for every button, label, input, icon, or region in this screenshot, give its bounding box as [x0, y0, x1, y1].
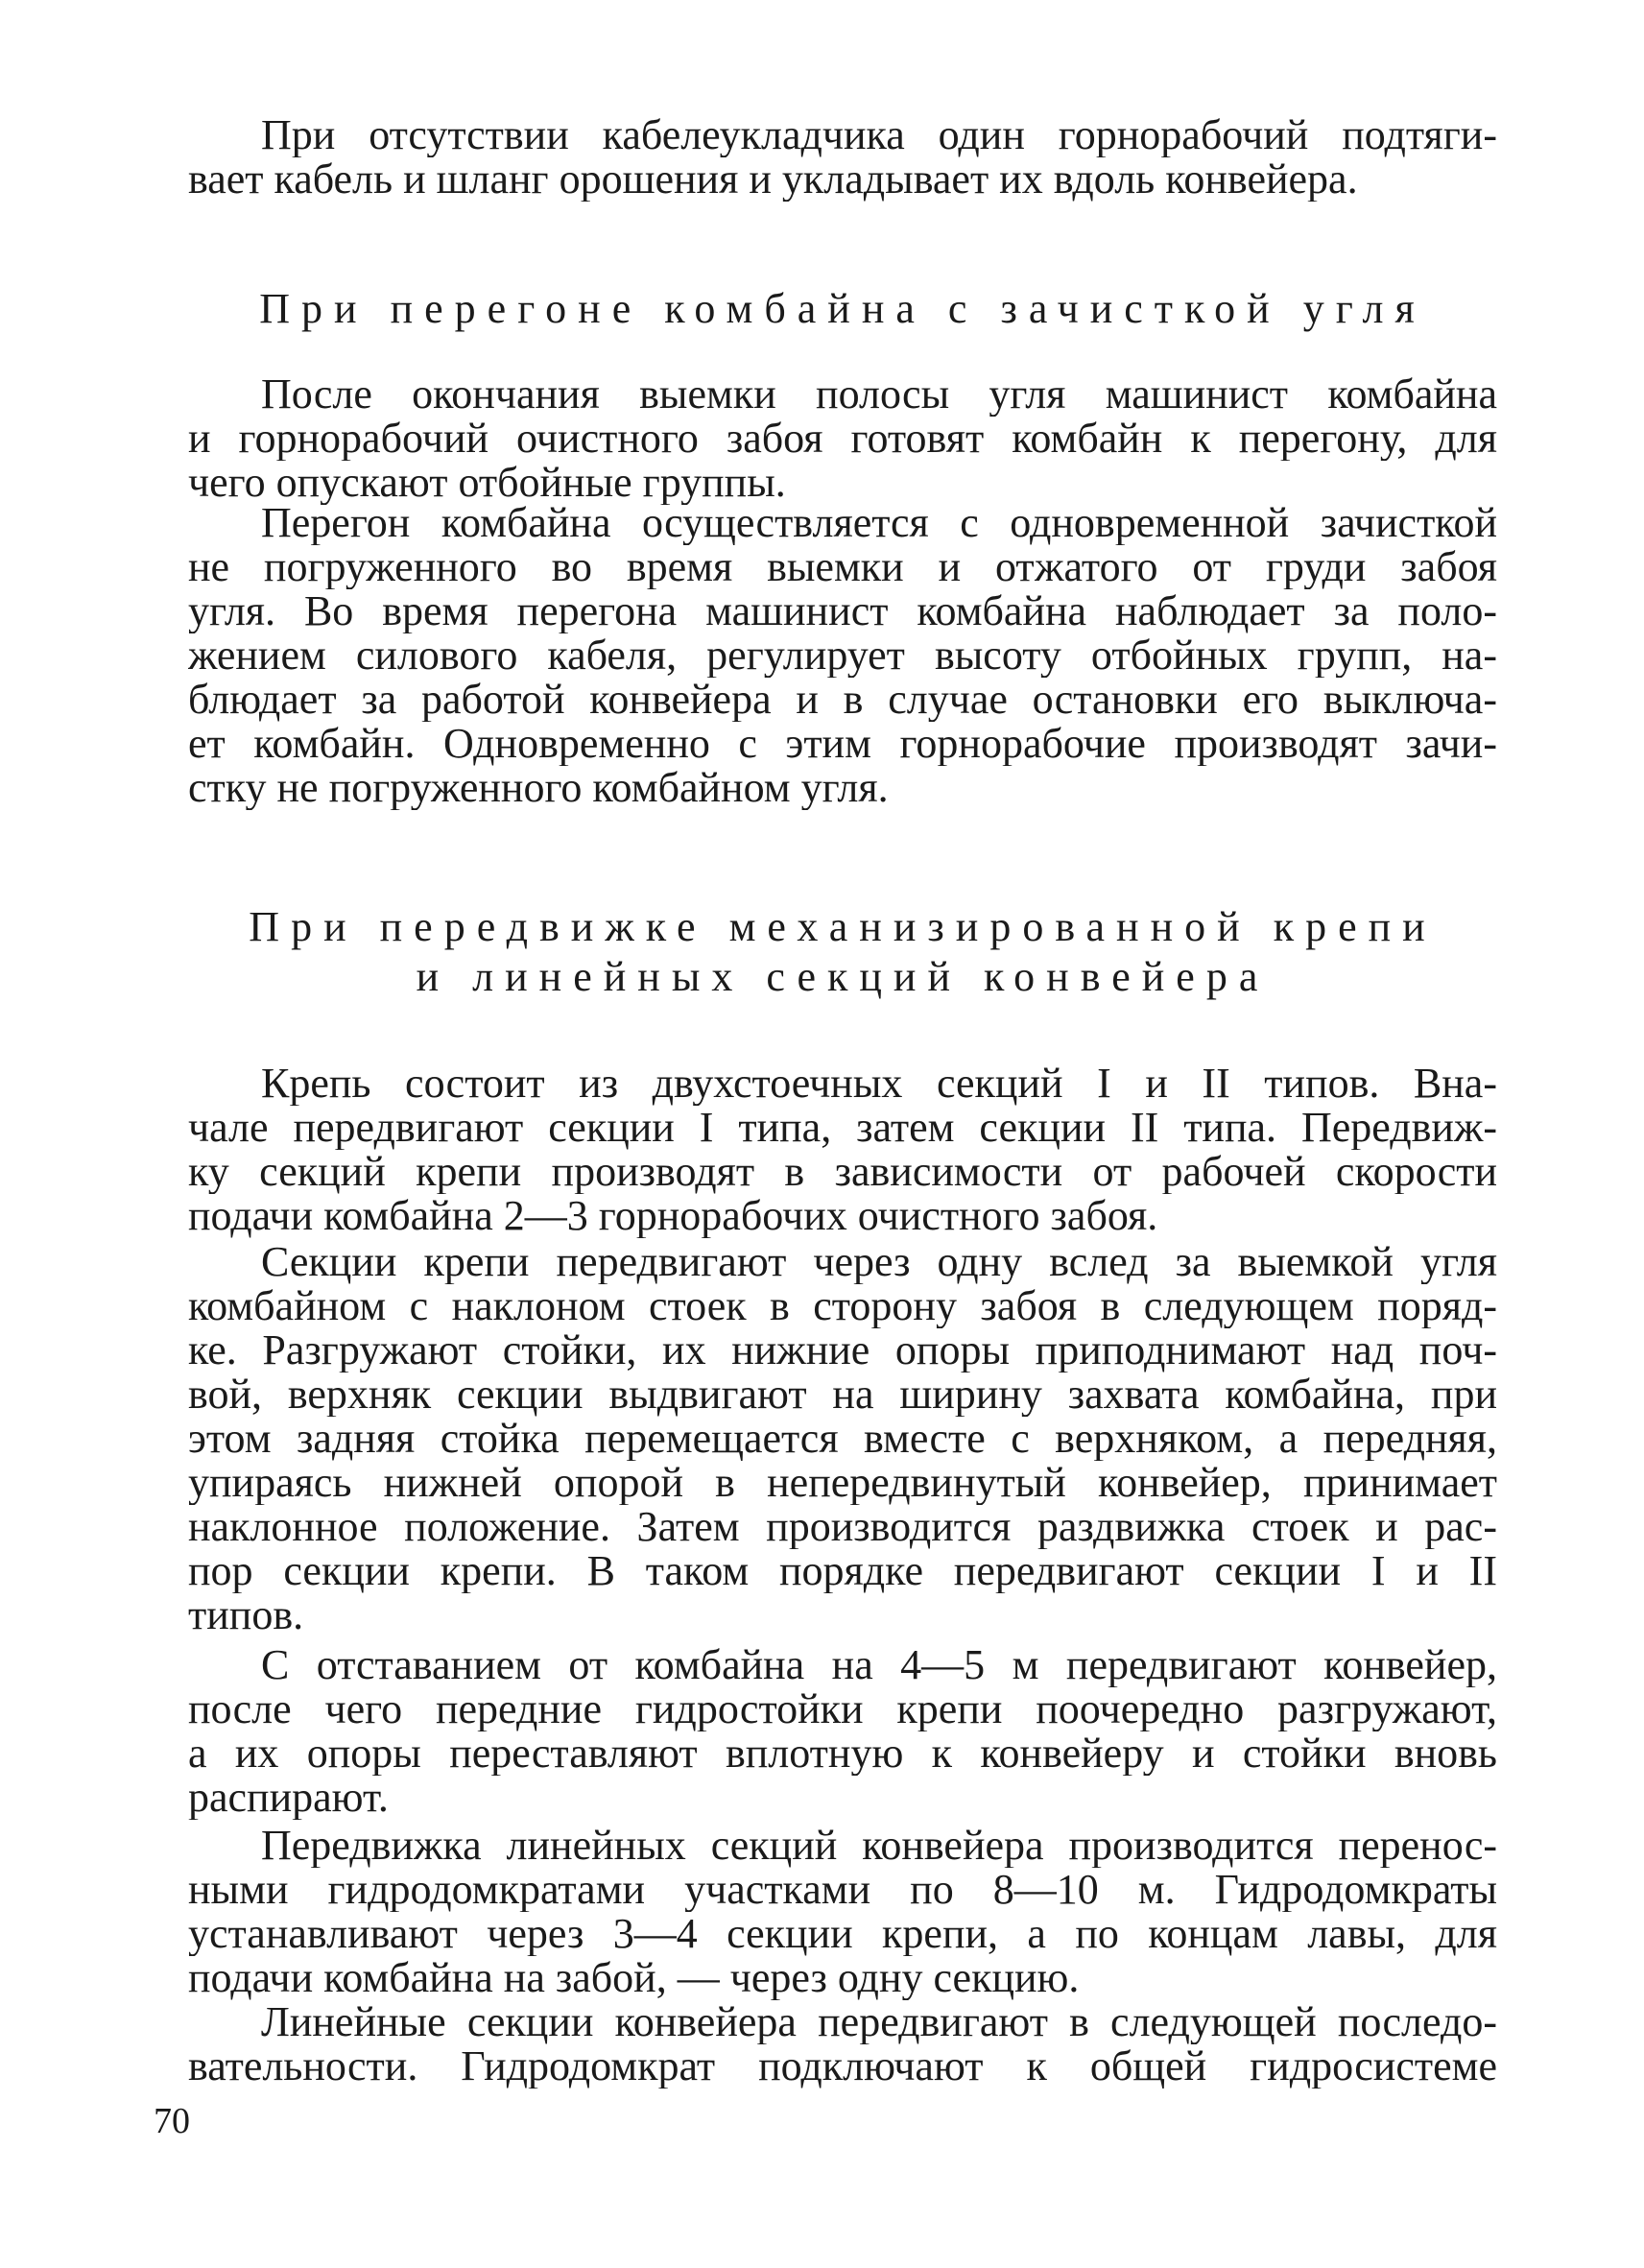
text-line: наклонное положение. Затем производится раздвижка стоек и рас-: [188, 1505, 1497, 1549]
text-line: вает кабель и шланг орошения и укладывает их вдоль конвейера.: [188, 157, 1358, 202]
text-line: При отсутствии кабелеукладчика один горнорабочий подтяги-: [261, 113, 1497, 157]
section-heading-2-line-1: При передвижке механизированной крепи: [249, 903, 1437, 950]
text-line: вой, верхняк секции выдвигают на ширину захвата комбайна, при: [188, 1373, 1497, 1417]
text-line: чего опускают отбойные группы.: [188, 461, 786, 505]
text-line: блюдает за работой конвейера и в случае остановки его выключа-: [188, 678, 1497, 722]
page-number: 70: [154, 2101, 190, 2141]
text-line: Крепь состоит из двухстоечных секций I и II типов. Вна-: [261, 1062, 1497, 1106]
text-line: распирают.: [188, 1776, 389, 1820]
text-line: подачи комбайна на забой, — через одну секцию.: [188, 1956, 1080, 2000]
text-line: чале передвигают секции I типа, затем секции II типа. Передвиж-: [188, 1106, 1497, 1150]
text-line: после чего передние гидростойки крепи поочередно разгружают,: [188, 1687, 1497, 1731]
text-line: ку секций крепи производят в зависимости от рабочей скорости: [188, 1150, 1497, 1194]
text-line: типов.: [188, 1593, 304, 1637]
text-line: стку не погруженного комбайном угля.: [188, 766, 889, 810]
text-line: этом задняя стойка перемещается вместе с верхняком, а передняя,: [188, 1417, 1497, 1461]
text-line: упираясь нижней опорой в непередвинутый конвейер, принимает: [188, 1461, 1497, 1505]
text-line: Линейные секции конвейера передвигают в следующей последо-: [261, 2000, 1497, 2044]
text-line: пор секции крепи. В таком порядке передвигают секции I и II: [188, 1549, 1497, 1593]
text-line: С отставанием от комбайна на 4—5 м передвигают конвейер,: [261, 1643, 1497, 1687]
text-line: ке. Разгружают стойки, их нижние опоры приподнимают над поч-: [188, 1328, 1497, 1373]
paragraph-7: [188, 1824, 1497, 2000]
paragraph-6: [188, 1643, 1497, 1820]
text-line: устанавливают через 3—4 секции крепи, а по концам лавы, для: [188, 1912, 1497, 1956]
text-line: угля. Во время перегона машинист комбайна наблюдает за поло-: [188, 589, 1497, 633]
text-line: После окончания выемки полосы угля машинист комбайна: [261, 372, 1497, 417]
text-line: ет комбайн. Одновременно с этим горнорабочие производят зачи-: [188, 722, 1497, 766]
text-line: ными гидродомкратами участками по 8—10 м. Гидродомкраты: [188, 1868, 1497, 1912]
paragraph-1: [188, 113, 1497, 202]
section-heading-1: При перегоне комбайна с зачисткой угля: [259, 285, 1426, 332]
paragraph-8: [188, 2000, 1497, 2089]
text-line: не погруженного во время выемки и отжатого от груди забоя: [188, 545, 1497, 589]
text-line: Перегон комбайна осуществляется с одновременной зачисткой: [261, 501, 1497, 545]
text-line: комбайном с наклоном стоек в сторону забоя в следующем поряд-: [188, 1284, 1497, 1328]
paragraph-3: [188, 501, 1497, 810]
text-line: Передвижка линейных секций конвейера производится перенос-: [261, 1824, 1497, 1868]
text-line: подачи комбайна 2—3 горнорабочих очистного забоя.: [188, 1194, 1158, 1238]
text-line: жением силового кабеля, регулирует высоту отбойных групп, на-: [188, 633, 1497, 678]
text-line: Секции крепи передвигают через одну вслед за выемкой угля: [261, 1240, 1497, 1284]
paragraph-5: [188, 1240, 1497, 1637]
text-line: и горнорабочий очистного забоя готовят комбайн к перегону, для: [188, 417, 1497, 461]
text-line: вательности. Гидродомкрат подключают к общей гидросистеме: [188, 2044, 1497, 2089]
section-heading-2-line-2: и линейных секций конвейера: [416, 953, 1270, 1000]
paragraph-2: [188, 372, 1497, 505]
paragraph-4: [188, 1062, 1497, 1238]
text-line: а их опоры переставляют вплотную к конвейеру и стойки вновь: [188, 1731, 1497, 1776]
